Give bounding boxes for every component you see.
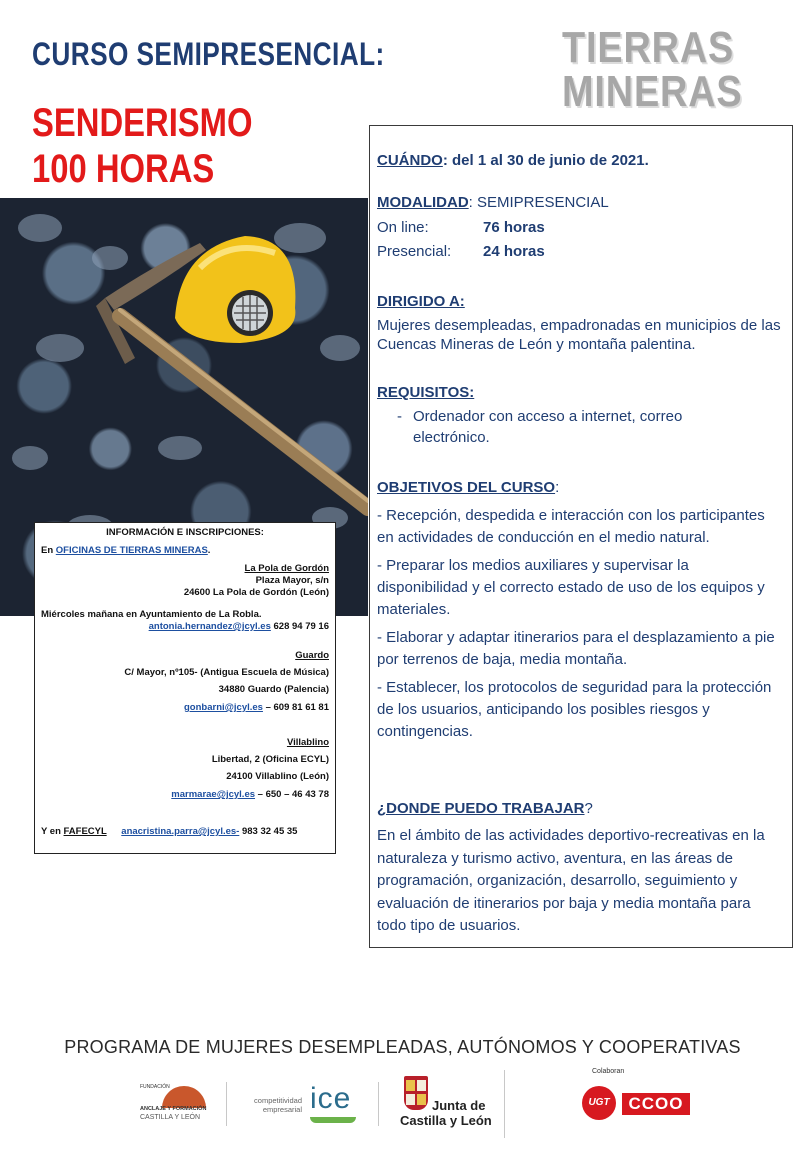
ice-small-1: competitividad — [254, 1096, 302, 1105]
divider — [226, 1082, 227, 1126]
pola-address: Plaza Mayor, s/n — [255, 575, 329, 586]
villablino-city: 24100 Villablino (León) — [226, 771, 329, 782]
pola-contact — [149, 621, 329, 632]
course-type-title: CURSO SEMIPRESENCIAL: — [32, 36, 385, 72]
ice-text: ice — [310, 1082, 352, 1115]
requisitos-dash: - — [397, 408, 402, 425]
presencial-value: 24 horas — [483, 243, 545, 260]
colaboran-label: Colaboran — [592, 1068, 625, 1075]
divider — [378, 1082, 379, 1126]
objetivos-heading — [377, 477, 782, 499]
villablino-email-link[interactable]: marmarae@jcyl.es — [171, 789, 256, 800]
fundacion-line1: ANCLAJE Y FORMACIÓN — [140, 1106, 207, 1112]
requisitos-heading: REQUISITOS: — [377, 384, 475, 401]
fundacion-small: FUNDACIÓN — [140, 1084, 170, 1090]
lion-quarter — [406, 1094, 415, 1105]
junta-line2: Castilla y León — [400, 1113, 492, 1128]
presencial-label: Presencial: — [377, 243, 452, 260]
intro-prefix: En — [41, 545, 54, 556]
coat-of-arms-icon — [404, 1076, 428, 1110]
objetivo-item: - Elaborar y adaptar itinerarios para el desplazamiento a pie por terrenos de baja, media montaña. — [377, 629, 775, 668]
fafecyl-email-link[interactable]: anacristina.parra@jcyl.es- — [121, 826, 240, 837]
fafecyl-phone: 983 32 45 35 — [241, 826, 298, 837]
pola-phone: 628 94 79 16 — [273, 621, 329, 632]
ice-swoosh-icon — [310, 1117, 356, 1123]
intro-suffix: . — [207, 545, 211, 556]
tierras-mineras-logo — [562, 23, 743, 116]
info-intro — [41, 545, 210, 556]
fafecyl-name: FAFECYL — [63, 826, 107, 837]
junta-cyl-logo — [400, 1074, 500, 1130]
online-line — [377, 217, 782, 239]
objetivo-item: - Recepción, despedida e interacción con los participantes en actividades de conducción en el medio natural. — [377, 507, 765, 546]
fafecyl-prefix: Y en — [41, 826, 61, 837]
dirigido-heading: DIRIGIDO A: — [377, 293, 465, 310]
course-name: SENDERISMO — [32, 101, 253, 145]
objetivos-label: OBJETIVOS DEL CURSO — [377, 479, 556, 496]
castle-quarter — [406, 1080, 415, 1091]
villablino-contact — [171, 789, 329, 800]
modalidad-line — [377, 192, 782, 214]
objetivos-colon: : — [555, 479, 560, 496]
objetivo-item: - Preparar los medios auxiliares y supervisar la disponibilidad y el correcto estado de uso de los equipos y materiales. — [377, 557, 765, 618]
lion-quarter — [417, 1080, 426, 1091]
castle-quarter — [417, 1094, 426, 1105]
trabajar-heading — [377, 798, 782, 820]
villablino-address: Libertad, 2 (Oficina ECYL) — [211, 754, 329, 765]
requisitos-item — [377, 406, 782, 448]
pola-note: Miércoles mañana en Ayuntamiento de La Robla. — [41, 609, 262, 620]
guardo-city: 34880 Guardo (Palencia) — [218, 684, 329, 695]
modalidad-label: MODALIDAD — [377, 194, 469, 211]
ugt-logo: UGT — [582, 1086, 616, 1120]
info-title: INFORMACIÓN E INSCRIPCIONES: — [106, 527, 264, 538]
divider — [504, 1070, 505, 1138]
trabajar-label: ¿DONDE PUEDO TRABAJAR — [377, 800, 585, 817]
info-inscriptions-box — [34, 522, 336, 854]
villablino-name: Villablino — [286, 737, 329, 748]
dirigido-text: Mujeres desempleadas, empadronadas en municipios de las Cuencas Mineras de León y montaña palentina. — [377, 317, 781, 353]
ice-logo — [242, 1082, 372, 1126]
presencial-line — [377, 241, 782, 263]
objetivos-list — [377, 505, 782, 743]
trabajar-text: En el ámbito de las actividades deportivo-recreativas en la naturaleza y turismo activo, aventura, en las áreas de programación, organización, desarrollo, seguimiento y evaluación de itinerarios por baja y media montaña para todo tipo de usuarios. — [377, 827, 765, 934]
trabajar-q: ? — [584, 800, 593, 817]
brand-line-1: TIERRAS — [562, 23, 735, 72]
brand-line-2: MINERAS — [562, 67, 743, 116]
villablino-phone: – 650 – 46 43 78 — [257, 789, 329, 800]
guardo-phone: – 609 81 61 81 — [265, 702, 329, 713]
fundacion-line2: CASTILLA Y LEÓN — [140, 1114, 201, 1121]
guardo-contact — [184, 702, 329, 713]
guardo-email-link[interactable]: gonbarni@jcyl.es — [184, 702, 263, 713]
guardo-address: C/ Mayor, nº105- (Antigua Escuela de Música) — [124, 667, 329, 678]
guardo-name: Guardo — [295, 650, 329, 661]
online-label: On line: — [377, 219, 429, 236]
course-details-panel — [369, 125, 793, 948]
pola-city: 24600 La Pola de Gordón (León) — [183, 587, 329, 598]
online-value: 76 horas — [483, 219, 545, 236]
pola-email-link[interactable]: antonia.hernandez@jcyl.es — [148, 621, 271, 632]
junta-line1: Junta de — [432, 1098, 486, 1113]
cuando-label: CUÁNDO — [377, 152, 443, 169]
cuando-value: : del 1 al 30 de junio de 2021. — [442, 152, 649, 169]
course-name-title — [32, 100, 253, 192]
program-title: PROGRAMA DE MUJERES DESEMPLEADAS, AUTÓNOMOS Y COOPERATIVAS — [64, 1037, 741, 1057]
oficinas-link[interactable]: OFICINAS DE TIERRAS MINERAS — [55, 545, 208, 556]
ccoo-logo: CCOO — [622, 1093, 690, 1115]
course-hours: 100 HORAS — [32, 147, 215, 191]
cuando-line — [377, 150, 782, 172]
modalidad-value: : SEMIPRESENCIAL — [468, 194, 609, 211]
pola-name: La Pola de Gordón — [244, 563, 329, 574]
fafecyl-contact — [41, 826, 297, 837]
colaboran-logos — [580, 1068, 700, 1128]
requisitos-text: Ordenador con acceso a internet, correo electrónico. — [413, 408, 683, 446]
objetivo-item: - Establecer, los protocolos de seguridad para la protección de los usuarios, anticipando los posibles riesgos y contingencias. — [377, 679, 772, 740]
fundacion-anclaje-logo — [140, 1082, 210, 1128]
ice-small-2: empresarial — [262, 1105, 302, 1114]
